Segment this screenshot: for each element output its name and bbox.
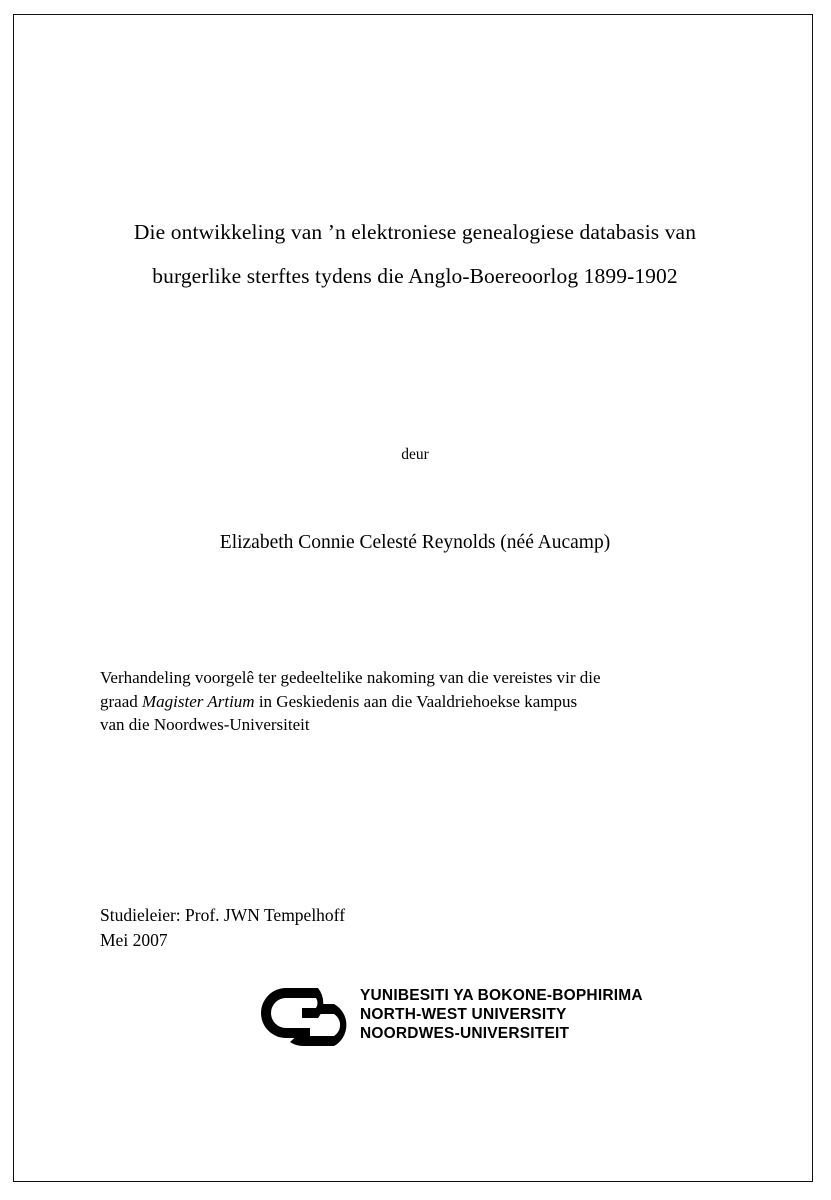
thesis-title [100,210,730,298]
statement-line-3: van die Noordwes-Universiteit [100,715,310,734]
logo-text-block [360,986,643,1043]
statement-line-2 [100,690,726,714]
logo-text-line-1: YUNIBESITI YA BOKONE-BOPHIRIMA [360,987,643,1004]
nwu-logo-icon [248,986,356,1048]
date-line: Mei 2007 [100,930,168,950]
author-name: Elizabeth Connie Celesté Reynolds (néé Aucamp) [219,532,611,553]
degree-name: Magister Artium [142,691,255,711]
degree-statement [100,666,726,737]
logo-text-line-3: NOORDWES-UNIVERSITEIT [360,1025,570,1042]
title-line-1: Die ontwikkeling van ’n elektroniese genealogiese databasis van [133,220,697,244]
page-content [100,14,730,1182]
statement-line-2-pre: graad [100,691,143,711]
university-logo [248,982,708,1052]
statement-line-2-post: in Geskiedenis aan die Vaaldriehoekse kampus [254,691,578,711]
title-line-2: burgerlike sterftes tydens die Anglo-Boereoorlog 1899-1902 [152,264,678,288]
logo-text-line-2: NORTH-WEST UNIVERSITY [360,1006,567,1023]
statement-line-1: Verhandeling voorgelê ter gedeeltelike nakoming van die vereistes vir die [100,668,601,687]
by-label: deur [401,446,429,463]
supervisor-line: Studieleier: Prof. JWN Tempelhoff [100,905,346,925]
